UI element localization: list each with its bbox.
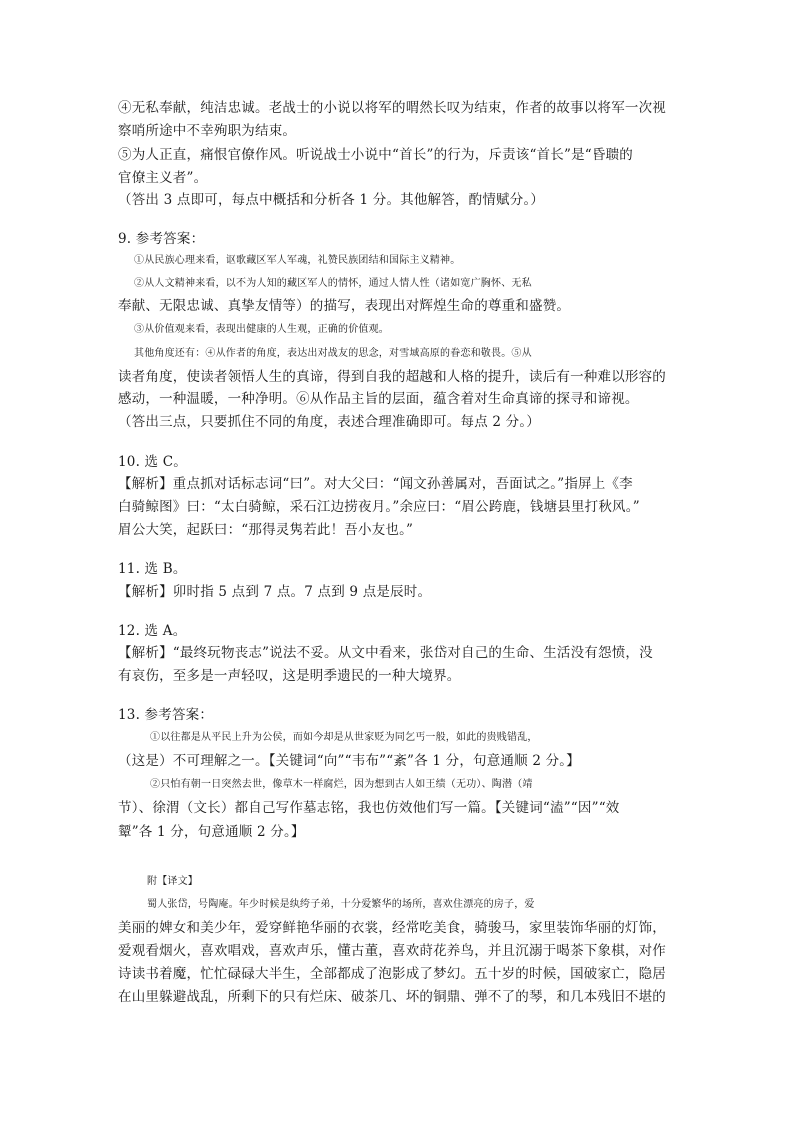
answer-point: ①以往都是从平民上升为公侯，而如今却是从世家贬为同乞丐一般，如此的贵贱错乱， — [150, 732, 538, 743]
text-line: 读者角度，使读者领悟人生的真谛，得到自我的超越和人格的提升，读后有一种难以形容的 — [118, 369, 666, 385]
text-line: 眉公大笑，起跃曰：“那得灵隽若此！吾小友也。” — [118, 522, 414, 538]
translation-line: 诗读书着魔，忙忙碌碌大半生，全部都成了泡影成了梦幻。五十岁的时候，国破家亡，隐居 — [118, 966, 666, 982]
text-line: ⑤为人正直，痛恨官僚作风。听说战士小说中“首长”的行为，斥责该“首长”是“昏聩的 — [118, 147, 634, 163]
text-line: 其他角度还有：④从作者的角度，表达出对战友的思念，对雪域高原的眷恋和敬畏。⑤从 — [134, 348, 532, 359]
question-number-11: 11. 选 B。 — [118, 561, 187, 577]
translation-line: 蜀人张岱，号陶庵。年少时候是纨绔子弟，十分爱繁华的场所，喜欢住漂亮的房子，爱 — [147, 899, 535, 910]
translation-line: 在山里躲避战乱，所剩下的只有烂床、破茶几、坏的铜鼎、弹不了的琴，和几本残旧不堪的 — [118, 989, 666, 1005]
answer-point: ②从人文精神来看，以不为人知的藏区军人的情怀，通过人情人性（诸如宽广胸怀、无私 — [134, 278, 532, 289]
text-line: 节）、徐渭（文长）都自己写作墓志铭，我也仿效他们写一篇。【关键词“溘”“因”“效 — [118, 800, 620, 816]
text-line: （这是）不可理解之一。【关键词“向”“韦布”“紊”各 1 分，句意通顺 2 分。】 — [118, 753, 580, 769]
analysis-line: 【解析】重点抓对话标志词“曰”。对大父曰：“闻文孙善属对，吾面试之。”指屏上《李 — [118, 476, 633, 492]
text-line: 官僚主义者”。 — [118, 170, 208, 186]
text-line: 奉献、无限忠诚、真挚友情等）的描写，表现出对辉煌生命的尊重和盛赞。 — [118, 298, 571, 314]
analysis-line: 【解析】卯时指 5 点到 7 点。7 点到 9 点是辰时。 — [118, 584, 432, 600]
question-number-10: 10. 选 C。 — [118, 454, 187, 470]
answer-point: ②只怕有朝一日突然去世，像草木一样腐烂，因为想到古人如王绩（无功）、陶潜（靖 — [150, 779, 533, 790]
answer-point: ③从价值观来看，表现出健康的人生观，正确的价值观。 — [134, 324, 389, 335]
text-line: 白骑鲸图》曰：“太白骑鲸，采石江边捞夜月。”余应曰：“眉公跨鹿，钱塘县里打秋风。” — [118, 499, 640, 515]
answer-point: ①从民族心理来看，讴歌藏区军人军魂，礼赞民族团结和国际主义精神。 — [134, 255, 461, 266]
text-line: 颦”各 1 分，句意通顺 2 分。】 — [118, 824, 305, 840]
text-line: ④无私奉献，纯洁忠诚。老战士的小说以将军的喟然长叹为结束，作者的故事以将军一次视 — [118, 100, 666, 116]
analysis-line: 【解析】“最终玩物丧志”说法不妥。从文中看来，张岱对自己的生命、生活没有怨愤，没 — [118, 645, 653, 661]
text-line: 察哨所途中不幸殉职为结束。 — [118, 123, 297, 139]
translation-heading: 附【译文】 — [147, 876, 198, 887]
scoring-note: （答出 3 点即可，每点中概括和分析各 1 分。其他解答，酌情赋分。） — [118, 192, 545, 208]
text-line: 感动，一种温暖，一种净明。⑥从作品主旨的层面，蕴含着对生命真谛的探寻和谛视。 — [118, 391, 639, 407]
translation-line: 美丽的婢女和美少年，爱穿鲜艳华丽的衣裳，经常吃美食，骑骏马，家里装饰华丽的灯饰， — [118, 920, 666, 936]
question-number-12: 12. 选 A。 — [118, 623, 187, 639]
text-line: 有哀伤，至多是一声轻叹，这是明季遗民的一种大境界。 — [118, 668, 461, 684]
question-number-13: 13. 参考答案： — [118, 707, 214, 723]
question-number-9: 9. 参考答案： — [118, 231, 205, 247]
translation-line: 爱观看烟火，喜欢唱戏，喜欢声乐，懂古董，喜欢莳花养鸟，并且沉溺于喝茶下象棋，对作 — [118, 943, 666, 959]
scoring-note: （答出三点，只要抓住不同的角度，表述合理准确即可。每点 2 分。） — [118, 414, 541, 430]
